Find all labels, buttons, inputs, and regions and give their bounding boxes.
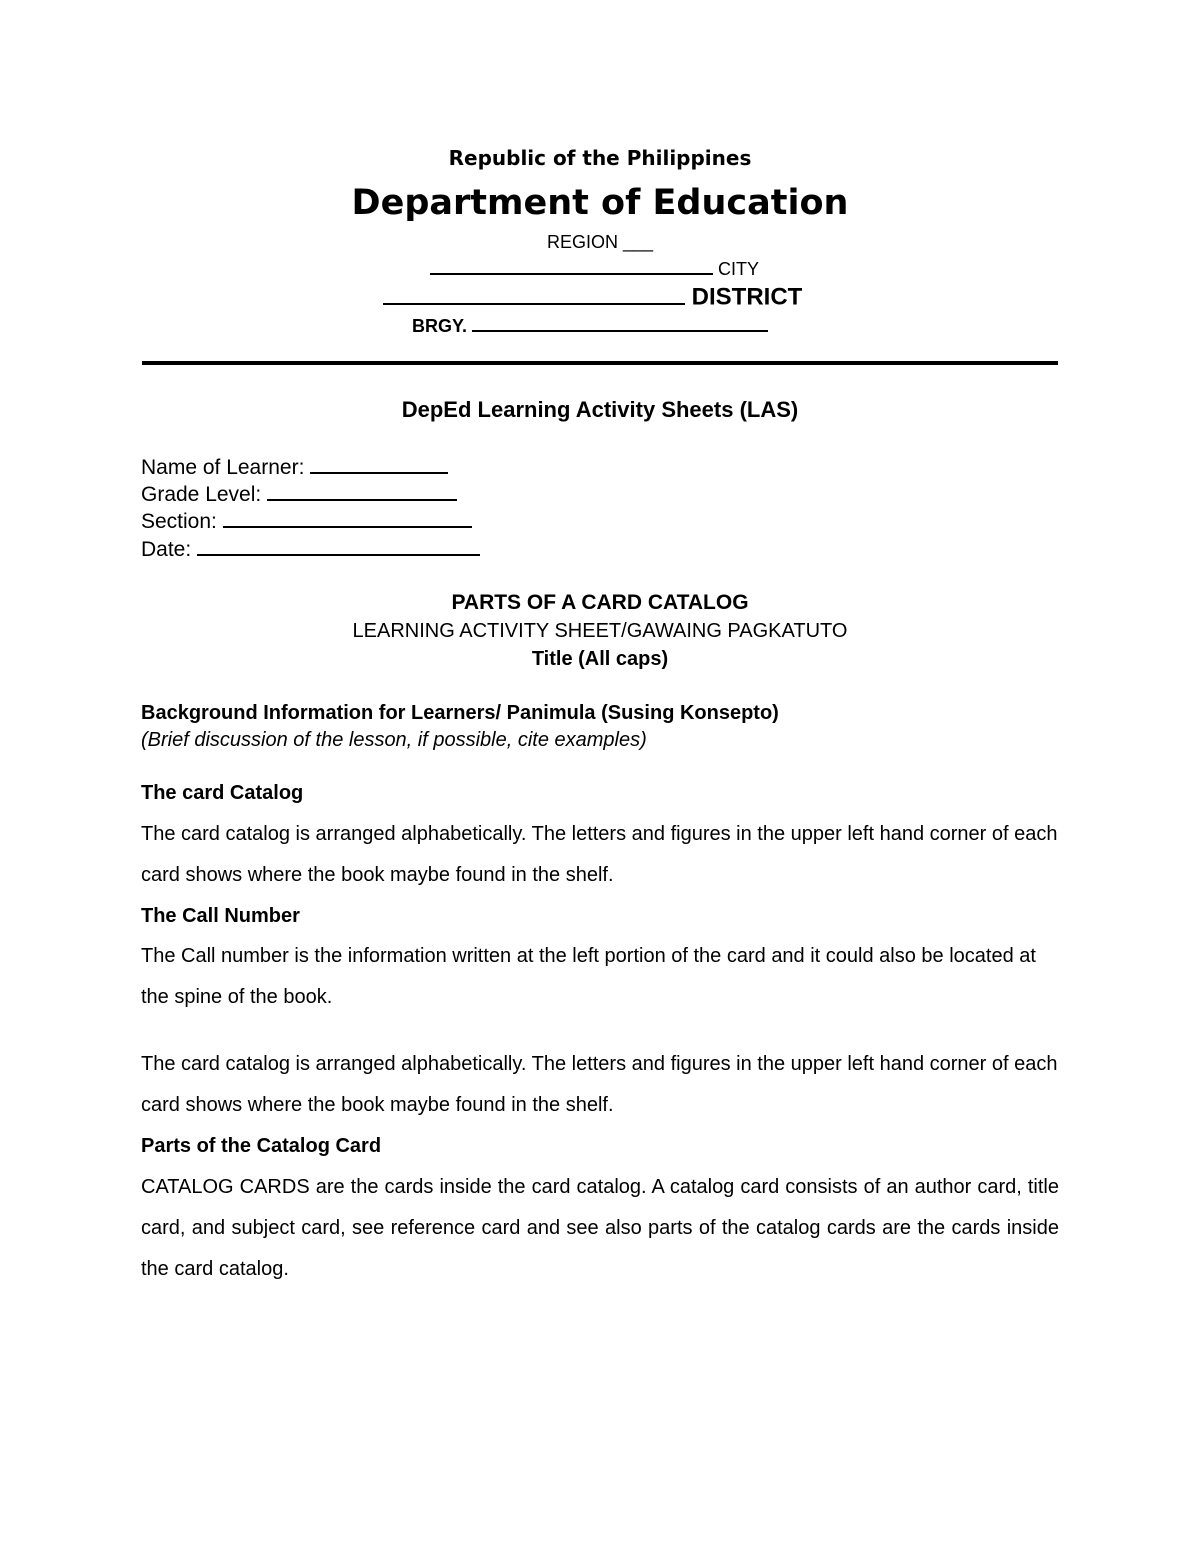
- background-instruction: (Brief discussion of the lesson, if possible, cite examples): [141, 729, 647, 751]
- district-blank: [383, 281, 685, 305]
- brgy-line: [412, 314, 768, 337]
- call-number-heading: The Call Number: [141, 905, 300, 927]
- date-blank: [197, 535, 480, 556]
- parts-heading: Parts of the Catalog Card: [141, 1135, 382, 1157]
- republic-heading: Republic of the Philippines: [448, 146, 752, 170]
- grade-blank: [267, 480, 457, 501]
- repeat-paragraph: The card catalog is arranged alphabetically. The letters and figures in the upper left hand corner of each card shows where the book maybe found in the shelf.: [141, 1053, 1058, 1116]
- name-blank: [310, 453, 448, 474]
- grade-label: Grade Level:: [141, 482, 262, 506]
- title-note: Title (All caps): [531, 648, 669, 670]
- region-line: [0, 232, 1200, 253]
- activity-subtitle: LEARNING ACTIVITY SHEET/GAWAING PAGKATUTO: [352, 620, 848, 642]
- section-blank: [223, 507, 472, 528]
- section-field: [141, 507, 472, 534]
- card-catalog-paragraph: The card catalog is arranged alphabetically. The letters and figures in the upper left hand corner of each card shows where the book maybe found in the shelf.: [141, 823, 1058, 886]
- brgy-label: BRGY.: [412, 316, 468, 337]
- region-blank: ___: [622, 232, 654, 252]
- city-line: [430, 257, 759, 280]
- department-heading: Department of Education: [351, 183, 849, 223]
- card-catalog-heading: The card Catalog: [141, 782, 304, 804]
- district-line: [383, 281, 802, 312]
- city-blank: [430, 257, 713, 275]
- section-label: Section:: [141, 509, 217, 533]
- name-of-learner-field: [141, 453, 448, 480]
- city-label: CITY: [718, 259, 760, 280]
- district-label: DISTRICT: [691, 283, 803, 311]
- las-title: DepEd Learning Activity Sheets (LAS): [401, 397, 799, 422]
- parts-paragraph: CATALOG CARDS are the cards inside the card catalog. A catalog card consists of an author card, title card, and subject card, see reference card and see also parts of the catalog cards are the cards inside the card catalog.: [141, 1176, 1059, 1280]
- call-number-paragraph: The Call number is the information written at the left portion of the card and it could also be located at the spine of the book.: [141, 945, 1036, 1008]
- background-heading: Background Information for Learners/ Panimula (Susing Konsepto): [141, 702, 779, 724]
- name-label: Name of Learner:: [141, 455, 305, 479]
- brgy-blank: [472, 314, 768, 332]
- date-field: [141, 535, 480, 562]
- region-label: REGION: [546, 232, 618, 252]
- date-label: Date:: [141, 537, 192, 561]
- grade-level-field: [141, 480, 457, 507]
- header-divider: [142, 361, 1058, 365]
- activity-title: PARTS OF A CARD CATALOG: [451, 591, 749, 614]
